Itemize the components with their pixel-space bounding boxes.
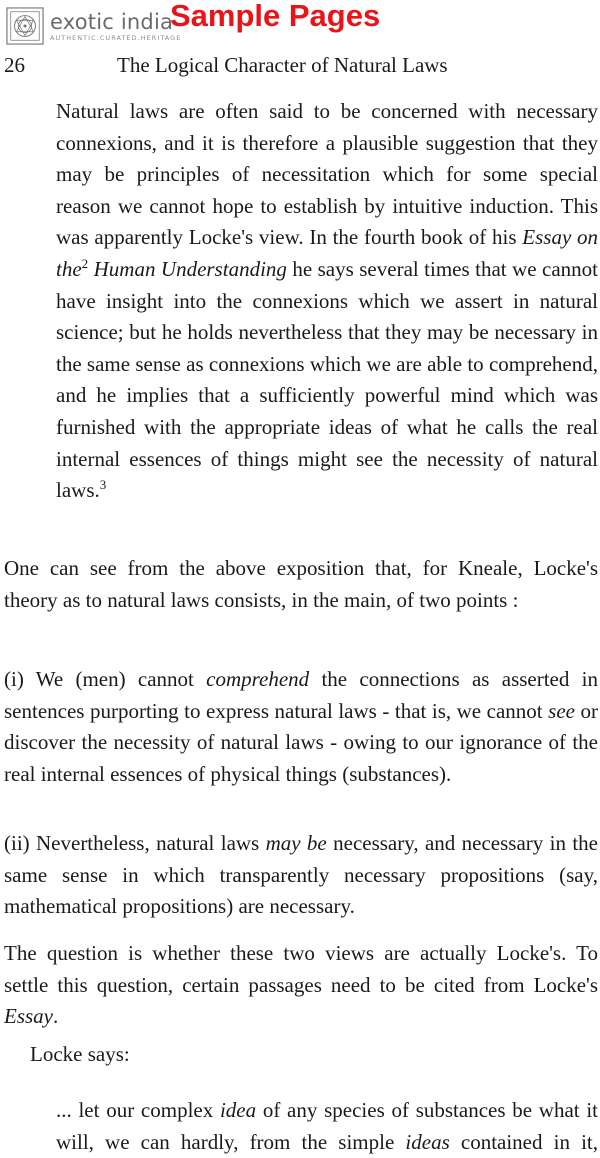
footnote-ref-3[interactable]: 3	[99, 477, 107, 493]
point-one: (i) We (men) cannot comprehend the connections as asserted in sentences purporting to express natural laws - that is, we cannot see or discover the necessity of natural laws - owing to our ignorance of the real internal essences of physical things (substances).	[4, 667, 598, 786]
brand-logo[interactable]	[6, 4, 181, 48]
brand-name: exotic india	[50, 9, 174, 34]
brand-tagline: AUTHENTIC.CURATED.HERITAGE	[50, 33, 182, 42]
paragraph-question: The question is whether these two views are actually Locke's. To settle this question, certain passages need to be cited from Locke's Essay.	[4, 941, 598, 1029]
sample-pages-banner: Sample Pages	[170, 0, 381, 33]
mandala-logo-icon	[6, 7, 44, 45]
page-number: 26	[4, 53, 25, 77]
footnote-ref-2[interactable]: 2	[81, 255, 89, 271]
block-quote-kneale: Natural laws are often said to be concerned with necessary connexions, and it is therefore a plausible suggestion that they may be principles of necessitation which for some special reason we cannot hope to establish by intuitive induction. This was apparently Locke's view. In the fourth book of his Essay on the$^2$ Human Understanding he says several times that we cannot have insight into the connexions which we assert in natural science; but he holds nevertheless that they may be necessary in the same sense as connexions which we are able to comprehend, and he implies that a sufficiently powerful mind which was furnished with the appropriate ideas of what he calls the real internal essences of things might see the necessity of natural laws.$^3$	[56, 99, 598, 503]
paragraph-locke-says: Locke says:	[30, 1042, 130, 1066]
point-two: (ii) Nevertheless, natural laws may be necessary, and necessary in the same sense in which transparently necessary propositions (say, mathematical propositions) are necessary.	[4, 831, 598, 919]
block-quote-locke: ... let our complex idea of any species of substances be what it will, we can hardly, from the simple ideas contained in it,	[56, 1098, 599, 1154]
running-head: The Logical Character of Natural Laws	[117, 53, 448, 77]
paragraph-exposition: One can see from the above exposition that, for Kneale, Locke's theory as to natural laws consists, in the main, of two points :	[4, 556, 598, 612]
